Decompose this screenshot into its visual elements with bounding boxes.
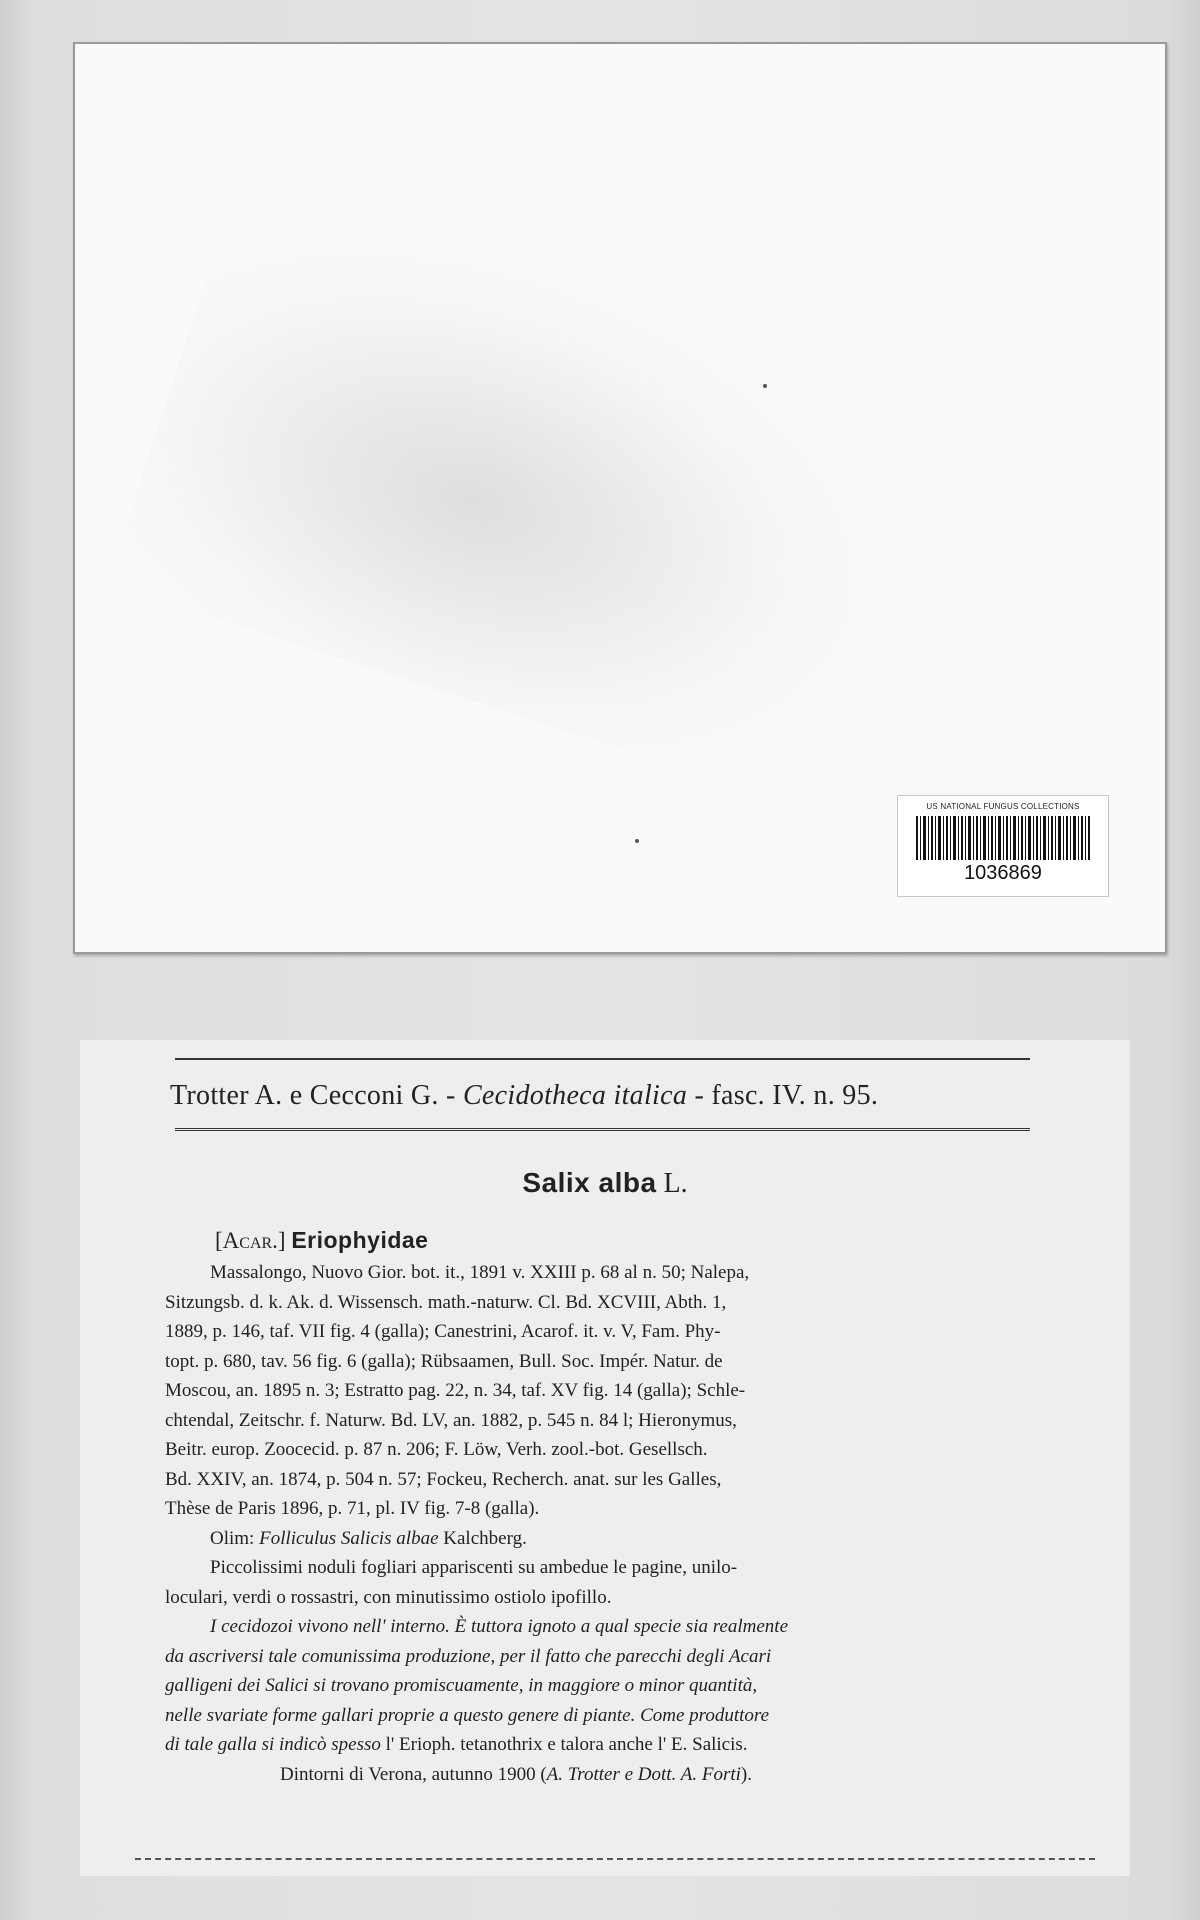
species-name: Salix alba [522, 1167, 657, 1198]
olim-author: Kalchberg. [443, 1527, 527, 1549]
olim-prefix: Olim: [210, 1527, 255, 1549]
species-heading [80, 1167, 1130, 1200]
footer-rule [135, 1858, 1095, 1860]
reference-line: Sitzungsb. d. k. Ak. d. Wissensch. math.-naturw. Cl. Bd. XCVIII, Abth. 1, [165, 1291, 727, 1313]
reference-line: Massalongo, Nuovo Gior. bot. it., 1891 v. XXIII p. 68 al n. 50; Nalepa, [210, 1262, 750, 1283]
header-fascicle: - fasc. IV. n. 95. [694, 1080, 879, 1111]
family-line [215, 1227, 428, 1254]
locality-end: ). [740, 1763, 752, 1785]
note-line: nelle svariate forme gallari proprie a questo genere di piante. Come produttore [165, 1704, 770, 1726]
barcode-institution: US NATIONAL FUNGUS COLLECTIONS [926, 802, 1080, 811]
reference-line: Beitr. europ. Zoocecid. p. 87 n. 206; F. Löw, Verh. zool.-bot. Gesellsch. [165, 1439, 708, 1460]
reference-line: chtendal, Zeitschr. f. Naturw. Bd. LV, an. 1882, p. 545 n. 84 l; Hieronymus, [165, 1409, 737, 1431]
note-line: galligeni dei Salici si trovano promiscuamente, in maggiore o minor quantità, [165, 1675, 758, 1696]
header-series: Cecidotheca italica [462, 1080, 688, 1111]
note-roman-part: l' Erioph. tetanothrix e talora anche l' E. Salicis. [385, 1734, 748, 1755]
note-italic-part: di tale galla si indicò spesso [165, 1734, 381, 1755]
description-line: Piccolissimi noduli fogliari appariscenti su ambedue le pagine, unilo- [210, 1557, 738, 1578]
note-line-final [165, 1730, 1095, 1760]
header-rule-bottom [175, 1128, 1030, 1131]
locality-line [165, 1760, 1095, 1790]
specimen-speck [763, 384, 767, 388]
specimen-label [80, 1040, 1130, 1876]
family-name: Eriophyidae [291, 1227, 429, 1253]
header-rule-top [175, 1058, 1030, 1060]
label-body [165, 1258, 1095, 1789]
specimen-stain [108, 183, 923, 805]
reference-line: Moscou, an. 1895 n. 3; Estratto pag. 22, n. 34, taf. XV fig. 14 (galla); Schle- [165, 1380, 746, 1401]
specimen-speck [635, 839, 639, 843]
barcode-label [897, 795, 1109, 897]
reference-line: Bd. XXIV, an. 1874, p. 504 n. 57; Fockeu, Recherch. anat. sur les Galles, [165, 1468, 722, 1490]
collectors: A. Trotter e Dott. A. Forti [546, 1763, 741, 1785]
label-header [170, 1080, 1040, 1112]
description-line: loculari, verdi o rossastri, con minutissimo ostiolo ipofillo. [165, 1586, 612, 1608]
note-line: I cecidozoi vivono nell' interno. È tuttora ignoto a qual specie sia realmente [210, 1616, 788, 1637]
reference-line: 1889, p. 146, taf. VII fig. 4 (galla); Canestrini, Acarof. it. v. V, Fam. Phy- [165, 1321, 721, 1342]
locality-text: Dintorni di Verona, autunno 1900 ( [280, 1763, 547, 1785]
barcode-bars [916, 816, 1090, 860]
olim-synonym: Folliculus Salicis albae [259, 1527, 439, 1549]
olim-line [165, 1524, 1095, 1554]
header-authors: Trotter A. e Cecconi G. - [170, 1080, 456, 1111]
reference-line: topt. p. 680, tav. 56 fig. 6 (galla); Rübsaamen, Bull. Soc. Impér. Natur. de [165, 1350, 723, 1372]
reference-line: Thèse de Paris 1896, p. 71, pl. IV fig. 7-8 (galla). [165, 1498, 540, 1519]
species-author: L. [663, 1168, 688, 1199]
barcode-number: 1036869 [964, 862, 1042, 884]
note-line: da ascriversi tale comunissima produzione, per il fatto che parecchi degli Acari [165, 1645, 772, 1667]
family-prefix: [Acar.] [215, 1228, 286, 1253]
